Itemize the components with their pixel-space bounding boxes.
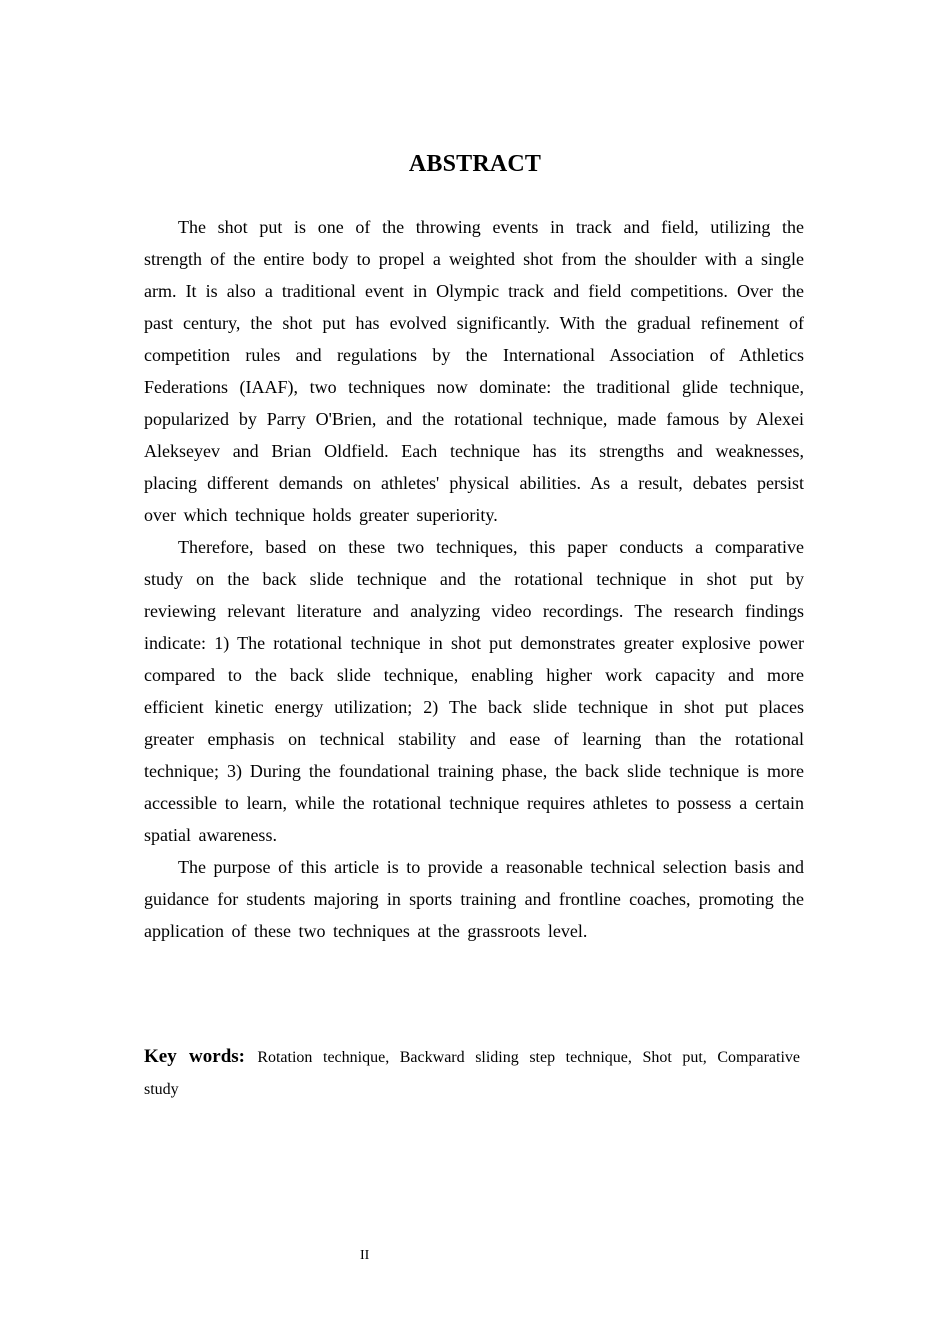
page-number: II [360,1248,370,1263]
abstract-heading: ABSTRACT [408,151,542,177]
abstract-paragraph-3: The purpose of this article is to provide a reasonable technical selection basis and guidance for students majoring in sports training and frontline coaches, promoting the application of these two techniques at the grassroots level. [144,857,804,941]
abstract-body [144,211,804,947]
keywords-text: Rotation technique, Backward sliding step technique, Shot put, Comparative study [144,1049,801,1098]
abstract-paragraph-2: Therefore, based on these two techniques, this paper conducts a comparative study on the back slide technique and the rotational technique in shot put by reviewing relevant literature and analyzing video recordings. The research findings indicate: 1) The rotational technique in shot put demonstrates greater explosive power compared to the back slide technique, enabling higher work capacity and more efficient kinetic energy utilization; 2) The back slide technique in shot put places greater emphasis on technical stability and ease of learning than the rotational technique; 3) During the foundational training phase, the back slide technique is more accessible to learn, while the rotational technique requires athletes to possess a certain spatial awareness. [144,537,804,845]
keywords-block [144,1041,800,1106]
keywords-label: Key words: [144,1046,258,1067]
abstract-paragraph-1: The shot put is one of the throwing events in track and field, utilizing the strength of the entire body to propel a weighted shot from the shoulder with a single arm. It is also a traditional event in Olympic track and field competitions. Over the past century, the shot put has evolved significantly. With the gradual refinement of competition rules and regulations by the International Association of Athletics Federations (IAAF), two techniques now dominate: the traditional glide technique, popularized by Parry O'Brien, and the rotational technique, made famous by Alexei Alekseyev and Brian Oldfield. Each technique has its strengths and weaknesses, placing different demands on athletes' physical abilities. As a result, debates persist over which technique holds greater superiority. [144,217,804,525]
